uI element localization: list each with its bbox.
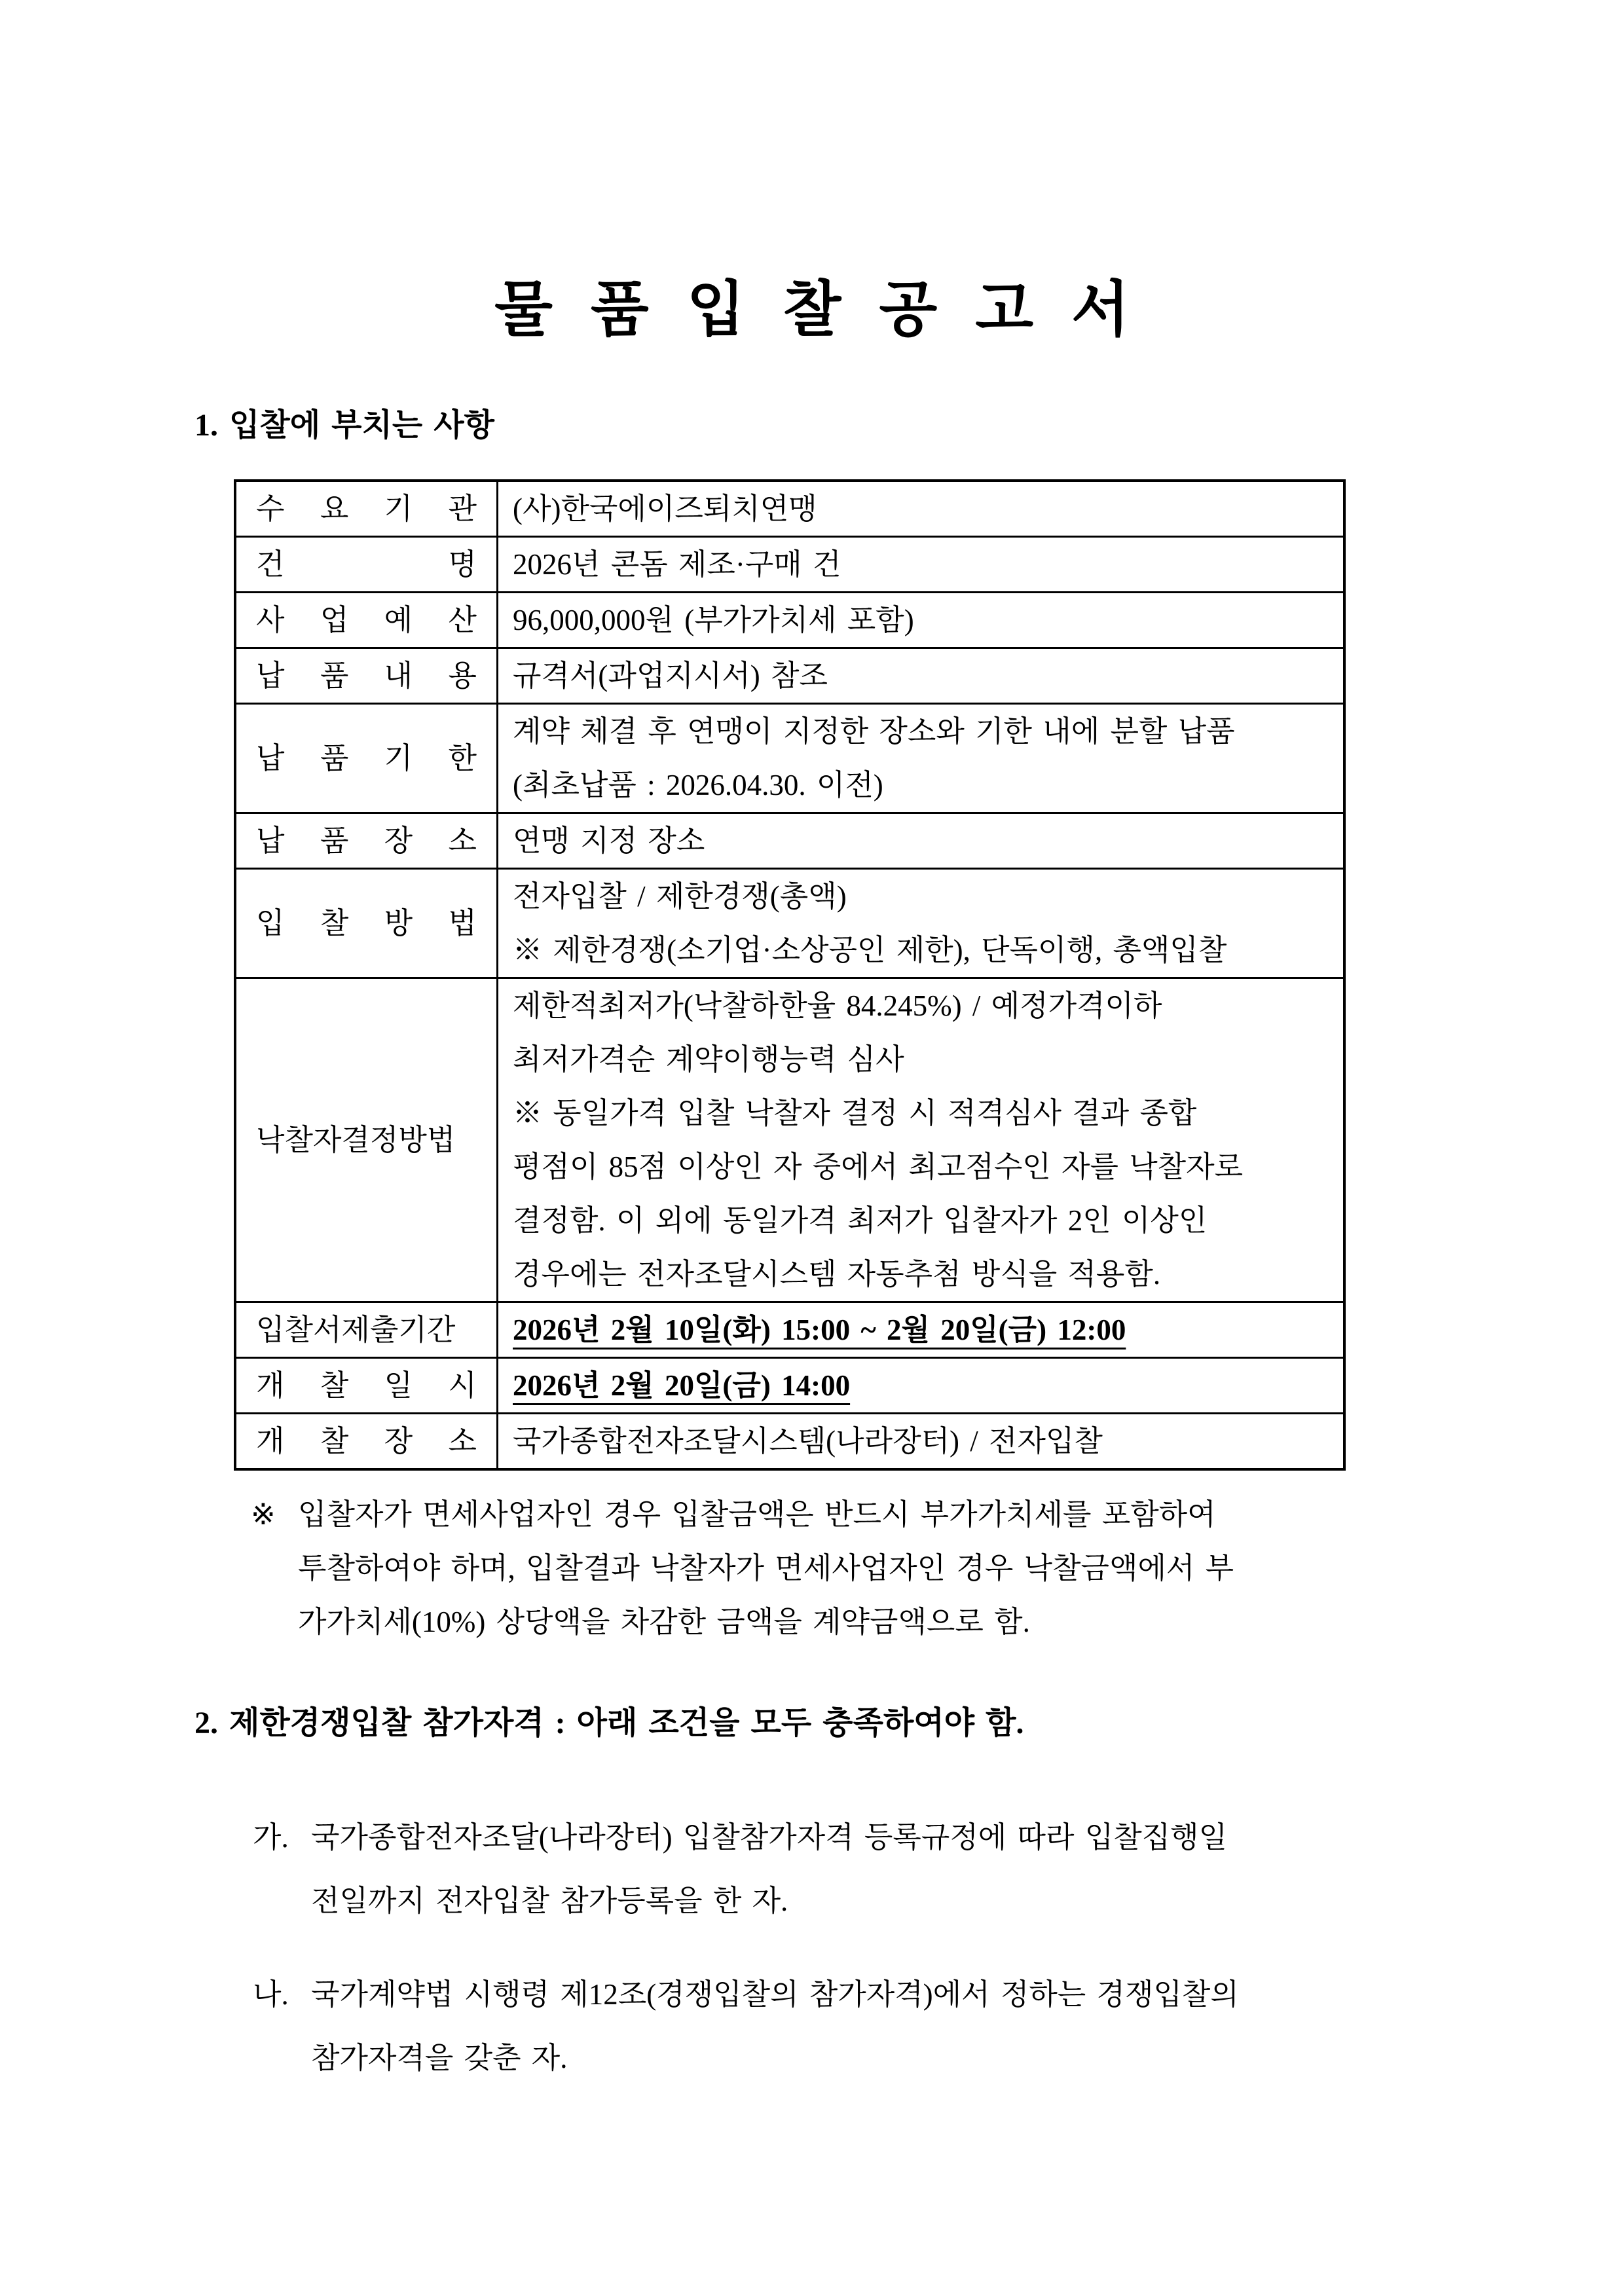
row-value-line: 국가종합전자조달시스템(나라장터) / 전자입찰 (513, 1425, 1103, 1458)
row-value-line: (사)한국에이즈퇴치연맹 (513, 492, 817, 525)
row-value-line: 규격서(과업지시서) 참조 (513, 659, 828, 692)
table-row-bid-method (236, 868, 1343, 977)
table-row-project-name (236, 536, 1343, 591)
document-title: 물 품 입 찰 공 고 서 (494, 276, 1130, 343)
note-line: 입찰자가 면세사업자인 경우 입찰금액은 반드시 부가가치세를 포함하여 (298, 1498, 1216, 1531)
row-label: 수 요 기 관 (256, 492, 477, 525)
row-label-cell (236, 1414, 498, 1468)
table-row-submission-period (236, 1301, 1343, 1357)
row-value-line: 연맹 지정 장소 (513, 824, 705, 857)
row-value-line: 96,000,000원 (부가가치세 포함) (513, 604, 914, 636)
table-row-opening-datetime (236, 1357, 1343, 1412)
item-line: 참가자격을 갖춘 자. (311, 2042, 568, 2074)
table-row-opening-place (236, 1412, 1343, 1468)
row-value-line: 2026년 2월 20일(금) 14:00 (513, 1369, 851, 1402)
row-label-cell (236, 649, 498, 703)
row-value-cell (498, 1414, 1343, 1468)
table-row-delivery-place (236, 812, 1343, 868)
row-label: 개 찰 일 시 (256, 1369, 477, 1402)
row-value-line: 결정함. 이 외에 동일가격 최저가 입찰자가 2인 이상인 (513, 1204, 1208, 1237)
row-value-line: ※ 동일가격 입찰 낙찰자 결정 시 적격심사 결과 종합 (513, 1097, 1197, 1129)
row-value-line: 2026년 2월 10일(화) 15:00 ~ 2월 20일(금) 12:00 (513, 1313, 1126, 1346)
row-value-line: 최저가격순 계약이행능력 심사 (513, 1043, 904, 1076)
item-line: 국가계약법 시행령 제12조(경쟁입찰의 참가자격)에서 정하는 경쟁입찰의 (311, 1978, 1239, 2011)
table-row-demand-agency (236, 482, 1343, 536)
row-label-cell (236, 979, 498, 1301)
row-value-line: 제한적최저가(낙찰하한율 84.245%) / 예정가격이하 (513, 989, 1162, 1022)
section1-heading: 1. 입찰에 부치는 사항 (194, 408, 494, 443)
row-value-line: 경우에는 전자조달시스템 자동추첨 방식을 적용함. (513, 1258, 1161, 1291)
item-lines (311, 1963, 1239, 2090)
row-value-cell (498, 1303, 1343, 1357)
table-row-delivery-content (236, 647, 1343, 703)
row-value-line: 계약 체결 후 연맹이 지정한 장소와 기한 내에 분할 납품 (513, 715, 1235, 748)
row-label: 납 품 기 한 (256, 742, 477, 775)
row-value-cell (498, 538, 1343, 591)
row-label: 입찰서제출기간 (256, 1313, 456, 1346)
row-label: 납 품 내 용 (256, 659, 477, 692)
section2-heading: 2. 제한경쟁입찰 참가자격 : 아래 조건을 모두 충족하여야 함. (194, 1706, 1024, 1740)
table-row-delivery-deadline (236, 703, 1343, 812)
row-label: 건 명 (256, 548, 477, 581)
row-value-cell (498, 705, 1343, 812)
table-row-budget (236, 591, 1343, 647)
item-line: 국가종합전자조달(나라장터) 입찰참가자격 등록규정에 따라 입찰집행일 (311, 1821, 1228, 1854)
item-lines (311, 1806, 1227, 1933)
row-value-cell (498, 979, 1343, 1301)
row-value-line: (최초납품 : 2026.04.30. 이전) (513, 769, 883, 801)
row-label: 입 찰 방 법 (256, 907, 477, 940)
bid-info-table (234, 479, 1346, 1471)
item-line: 전일까지 전자입찰 참가등록을 한 자. (311, 1884, 788, 1917)
row-label: 개 찰 장 소 (256, 1425, 477, 1458)
table-row-award-method (236, 977, 1343, 1301)
row-label: 납 품 장 소 (256, 824, 477, 857)
row-value-cell (498, 1359, 1343, 1412)
item-marker: 나. (253, 1978, 289, 2011)
row-value-cell (498, 649, 1343, 703)
row-label-cell (236, 538, 498, 591)
note-lines (298, 1488, 1234, 1649)
row-value-cell (498, 870, 1343, 977)
qualification-item-ga (253, 1806, 1624, 1933)
row-label-cell (236, 870, 498, 977)
row-value-cell (498, 593, 1343, 647)
row-label-cell (236, 482, 498, 536)
row-value-line: 전자입찰 / 제한경쟁(총액) (513, 880, 847, 913)
row-label-cell (236, 1303, 498, 1357)
item-marker: 가. (253, 1821, 289, 1854)
note-marker: ※ (251, 1498, 276, 1531)
row-label-cell (236, 814, 498, 868)
row-label: 사 업 예 산 (256, 604, 477, 636)
row-label-cell (236, 1359, 498, 1412)
row-value-line: 2026년 콘돔 제조·구매 건 (513, 548, 841, 581)
qualification-item-na (253, 1963, 1624, 2090)
row-label-cell (236, 705, 498, 812)
row-value-line: ※ 제한경쟁(소기업·소상공인 제한), 단독이행, 총액입찰 (513, 934, 1227, 966)
row-value-cell (498, 482, 1343, 536)
note-line: 투찰하여야 하며, 입찰결과 낙찰자가 면세사업자인 경우 낙찰금액에서 부 (298, 1552, 1234, 1585)
vat-note (251, 1488, 1624, 1649)
row-label-cell (236, 593, 498, 647)
row-value-cell (498, 814, 1343, 868)
note-line: 가가치세(10%) 상당액을 차감한 금액을 계약금액으로 함. (298, 1606, 1030, 1638)
row-label: 낙찰자결정방법 (256, 1124, 456, 1156)
row-value-line: 평점이 85점 이상인 자 중에서 최고점수인 자를 낙찰자로 (513, 1150, 1244, 1183)
